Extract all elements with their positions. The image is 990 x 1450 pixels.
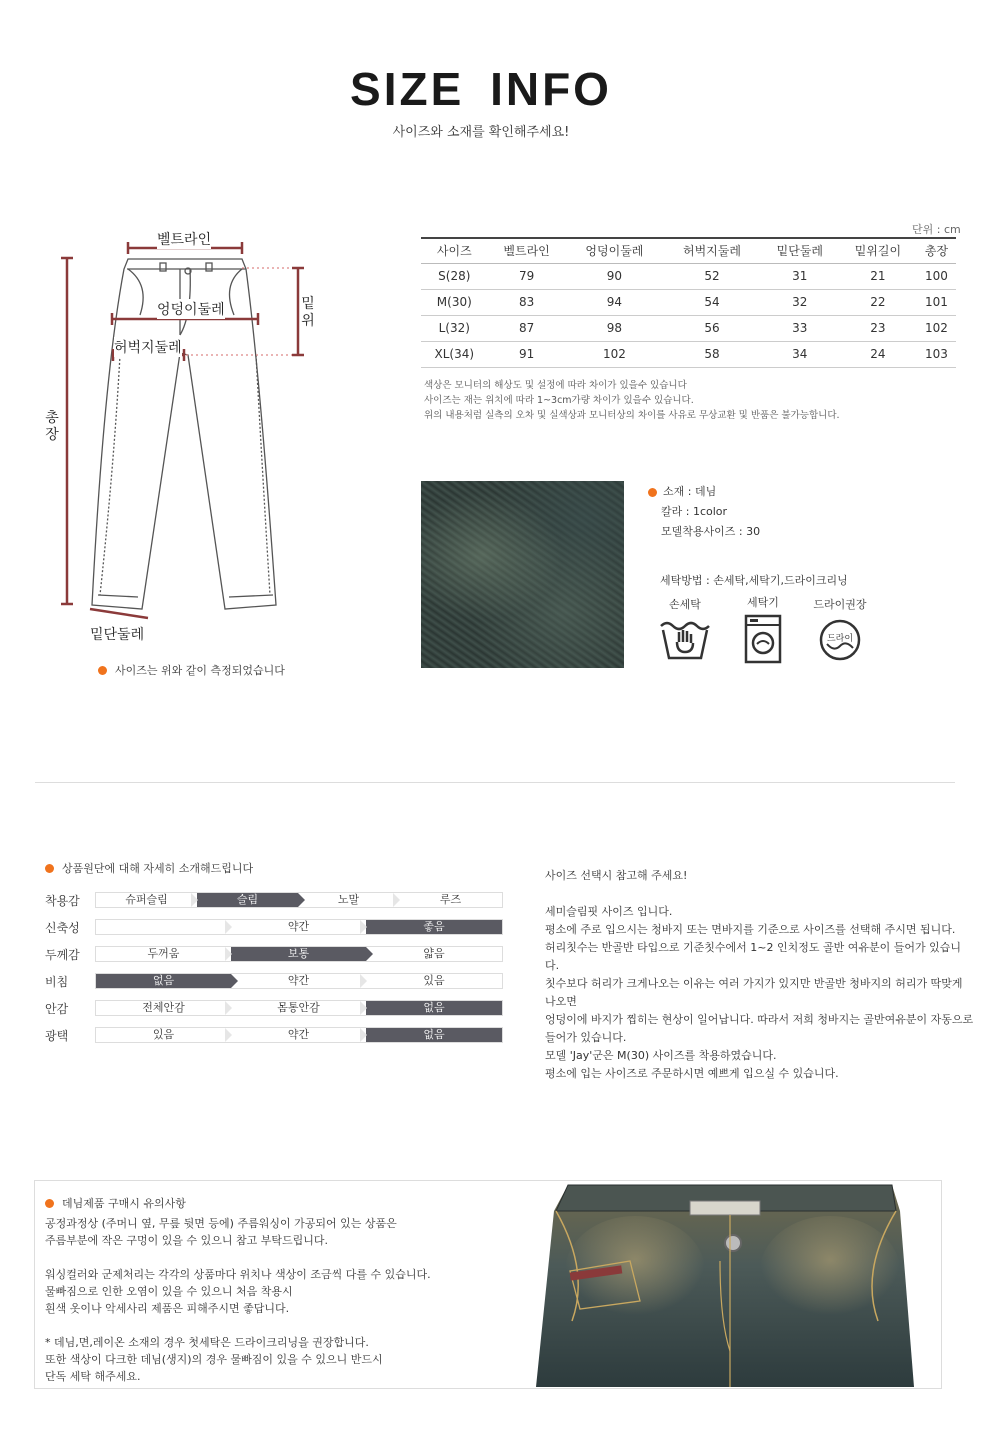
bullet-dot (45, 864, 54, 873)
rating-row (45, 918, 505, 936)
rating-option: 몸통안감 (231, 1001, 366, 1015)
rating-option: 있음 (423, 974, 445, 987)
size-guide (545, 867, 975, 1083)
table-cell: 58 (663, 341, 761, 367)
size-guide-line: 모델 'Jay'군은 M(30) 사이즈를 착용하였습니다. (545, 1049, 777, 1062)
size-guide-heading: 사이즈 선택시 참고해 주세요! (545, 869, 688, 882)
rating-bar (95, 1000, 503, 1016)
rating-row-label: 광택 (45, 1028, 69, 1043)
table-cell: 83 (488, 289, 566, 315)
hand-wash-icon (657, 616, 713, 662)
size-table (421, 237, 956, 368)
unit-label: 단위 : cm (912, 223, 961, 236)
rating-row-label: 신축성 (45, 920, 80, 935)
size-guide-line: 평소에 주로 입으시는 청바지 또는 면바지를 기준으로 사이즈를 선택해 주시면 됩니다. (545, 923, 956, 936)
table-cell: 31 (761, 263, 839, 289)
col-header: 엉덩이둘레 (566, 238, 664, 263)
wash-method: 세탁방법 : 손세탁,세탁기,드라이크리닝 (660, 574, 848, 587)
rating-option: 약간 (231, 974, 366, 988)
rating-bar (95, 919, 503, 935)
table-cell: 94 (566, 289, 664, 315)
rating-option (96, 920, 231, 934)
rating-option: 전체안감 (96, 1001, 231, 1015)
col-header: 밑단둘레 (761, 238, 839, 263)
rating-bar (95, 946, 503, 962)
label-hip: 엉덩이둘레 (157, 299, 225, 319)
col-header: 밑위길이 (839, 238, 917, 263)
section-divider (35, 782, 955, 783)
caution-line: 흰색 옷이나 악세사리 제품은 피해주시면 좋답니다. (45, 1302, 290, 1315)
size-guide-line: 세미슬림핏 사이즈 입니다. (545, 905, 673, 918)
table-cell: 34 (761, 341, 839, 367)
rating-option: 없음 (366, 1001, 502, 1015)
table-row (421, 263, 956, 289)
wash-label: 드라이권장 (813, 598, 867, 611)
rating-option: 보통 (231, 947, 366, 961)
rating-option: 두꺼움 (96, 947, 231, 961)
caution-line: 주름부분에 작은 구멍이 있을 수 있으니 참고 부탁드립니다. (45, 1234, 328, 1247)
table-cell: 54 (663, 289, 761, 315)
rating-option: 얇음 (423, 947, 445, 960)
table-cell: 87 (488, 315, 566, 341)
note-line: 색상은 모니터의 해상도 및 설정에 따라 차이가 있을수 있습니다 (424, 380, 687, 391)
wash-item-machine (735, 594, 791, 667)
dry-clean-icon (818, 618, 862, 662)
caution-line: 또한 색상이 다크한 데님(생지)의 경우 물빠짐이 있을 수 있으니 반드시 (45, 1353, 383, 1366)
diagram-note-text: 사이즈는 위와 같이 측정되었습니다 (115, 664, 285, 677)
table-cell: S(28) (421, 263, 488, 289)
col-header: 총장 (917, 238, 956, 263)
size-notes (424, 378, 840, 423)
diagram-note (98, 662, 285, 678)
label-rise: 밑위 (301, 296, 315, 329)
rating-bar (95, 1027, 503, 1043)
rating-option: 노말 (298, 893, 399, 907)
size-guide-line: 칫수보다 허리가 크게나오는 이유는 여러 가지가 있지만 반골반 청바지의 허리가 딱맞게 나오면 (545, 977, 963, 1008)
caution-line: 공정과정상 (주머니 옆, 무릎 뒷면 등에) 주름워싱이 가공되어 있는 상품은 (45, 1217, 397, 1230)
pants-diagram (30, 225, 330, 645)
rating-option: 없음 (366, 1028, 502, 1042)
bullet-dot (98, 666, 107, 675)
rating-option: 없음 (96, 974, 231, 988)
rating-row-label: 비침 (45, 974, 69, 989)
rating-option: 슬림 (197, 893, 298, 907)
size-guide-line: 평소에 입는 사이즈로 주문하시면 예쁘게 입으실 수 있습니다. (545, 1067, 839, 1080)
table-cell: M(30) (421, 289, 488, 315)
rating-option: 슈퍼슬림 (96, 893, 197, 907)
label-length: 총장 (45, 410, 59, 443)
bullet-dot (45, 1199, 54, 1208)
rating-row-label: 안감 (45, 1001, 69, 1016)
caution-line: 워싱컬러와 군제처리는 각각의 상품마다 위치나 색상이 조금씩 다를 수 있습니다. (45, 1268, 431, 1281)
rating-heading-text: 상품원단에 대해 자세히 소개해드립니다 (62, 862, 254, 875)
table-cell: 102 (566, 341, 664, 367)
table-cell: 79 (488, 263, 566, 289)
table-cell: 21 (839, 263, 917, 289)
rating-bar (95, 973, 503, 989)
rating-row-label: 두께감 (45, 947, 80, 962)
table-cell: 91 (488, 341, 566, 367)
rating-row (45, 1026, 505, 1044)
rating-option: 루즈 (439, 893, 462, 906)
col-header: 허벅지둘레 (663, 238, 761, 263)
label-hem: 밑단둘레 (90, 624, 144, 644)
label-thigh: 허벅지둘레 (114, 337, 182, 357)
rating-row (45, 891, 505, 909)
size-guide-line: 엉덩이에 바지가 찝히는 현상이 일어납니다. 따라서 저희 청바지는 골반여유분이 자동으로 (545, 1013, 974, 1026)
table-row (421, 341, 956, 367)
rating-row (45, 999, 505, 1017)
caution-line: 단독 세탁 해주세요. (45, 1370, 141, 1383)
table-row (421, 289, 956, 315)
fabric-material: 소재 : 데님 (663, 485, 717, 498)
table-cell: 102 (917, 315, 956, 341)
jeans-product-image (530, 1181, 920, 1387)
size-table-header (421, 238, 956, 263)
wash-item-hand (655, 596, 715, 665)
wash-label: 손세탁 (669, 598, 701, 611)
size-guide-line: 허리칫수는 반골반 타입으로 기준칫수에서 1~2 인치정도 골반 여유분이 들어가 있습니다. (545, 941, 961, 972)
fabric-info (648, 482, 760, 542)
washing-machine-icon (743, 614, 783, 664)
col-header: 사이즈 (421, 238, 488, 263)
table-cell: 23 (839, 315, 917, 341)
rating-option: 있음 (96, 1028, 231, 1042)
note-line: 사이즈는 재는 위치에 따라 1~3cm가량 차이가 있을수 있습니다. (424, 395, 694, 406)
rating-heading (45, 860, 253, 876)
caution-heading: 데님제품 구매시 유의사항 (62, 1197, 186, 1210)
rating-option: 약간 (231, 920, 366, 934)
bullet-dot (648, 488, 657, 497)
table-cell: 98 (566, 315, 664, 341)
note-line: 위의 내용처럼 실측의 오차 및 실색상과 모니터상의 차이를 사유로 무상교환 및 반품은 불가능합니다. (424, 410, 840, 421)
label-belt-line: 벨트라인 (157, 229, 211, 249)
rating-row (45, 972, 505, 990)
table-cell: 100 (917, 263, 956, 289)
table-cell: 52 (663, 263, 761, 289)
rating-option: 약간 (231, 1028, 366, 1042)
caution-line: 물빠짐으로 인한 오염이 있을 수 있으니 처음 착용시 (45, 1285, 293, 1298)
table-cell: L(32) (421, 315, 488, 341)
caution-line: * 데님,면,레이온 소재의 경우 첫세탁은 드라이크리닝을 권장합니다. (45, 1336, 369, 1349)
fabric-swatch-image (421, 481, 624, 668)
rating-row-label: 착용감 (45, 893, 80, 908)
rating-option: 좋음 (366, 920, 502, 934)
size-guide-line: 들어가 있습니다. (545, 1031, 627, 1044)
table-row (421, 315, 956, 341)
fabric-color: 칼라 : 1color (661, 505, 728, 518)
fabric-model-size: 모델착용사이즈 : 30 (661, 525, 761, 538)
table-cell: 32 (761, 289, 839, 315)
dry-clean-text: 드라이 (826, 634, 854, 644)
wash-label: 세탁기 (747, 596, 779, 609)
rating-bar (95, 892, 503, 908)
table-cell: 56 (663, 315, 761, 341)
col-header: 벨트라인 (488, 238, 566, 263)
table-cell: 24 (839, 341, 917, 367)
page-title: SIZE INFO (350, 63, 612, 115)
table-cell: 33 (761, 315, 839, 341)
rating-row (45, 945, 505, 963)
table-cell: 103 (917, 341, 956, 367)
table-cell: 90 (566, 263, 664, 289)
table-cell: 101 (917, 289, 956, 315)
page-subtitle: 사이즈와 소재를 확인해주세요! (392, 125, 570, 140)
caution-text (45, 1195, 515, 1385)
table-cell: XL(34) (421, 341, 488, 367)
table-cell: 22 (839, 289, 917, 315)
wash-item-dry (808, 596, 872, 662)
